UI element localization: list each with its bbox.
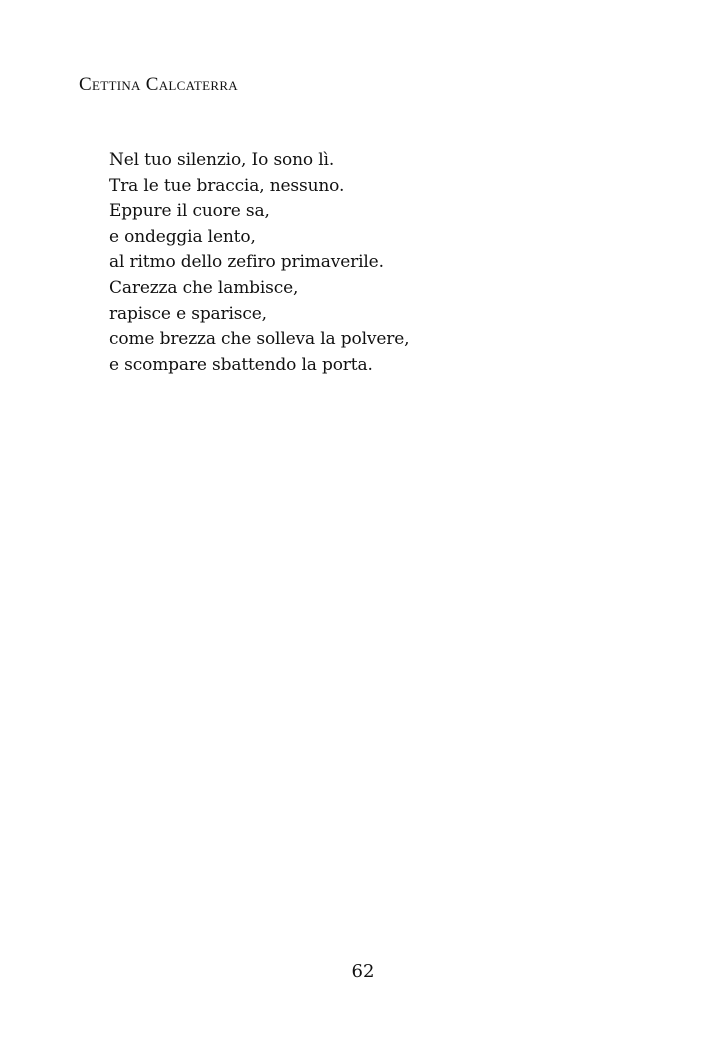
poem-line: e scompare sbattendo la porta.: [109, 354, 373, 375]
page-number: 62: [351, 961, 375, 982]
poem-line: Carezza che lambisce,: [109, 277, 299, 298]
poem-line: come brezza che solleva la polvere,: [109, 329, 410, 350]
poem-line: e ondeggia lento,: [109, 226, 256, 247]
poem-line: Tra le tue braccia, nessuno.: [109, 175, 345, 196]
poem-line: rapisce e sparisce,: [109, 303, 267, 324]
poem-body: [109, 148, 409, 378]
poem-line: al ritmo dello zefiro primaverile.: [109, 252, 384, 273]
poem-line: Nel tuo silenzio, Io sono lì.: [109, 150, 335, 170]
poem-line: Eppure il cuore sa,: [109, 201, 270, 222]
running-head-author: Cettina Calcaterra: [79, 74, 238, 95]
